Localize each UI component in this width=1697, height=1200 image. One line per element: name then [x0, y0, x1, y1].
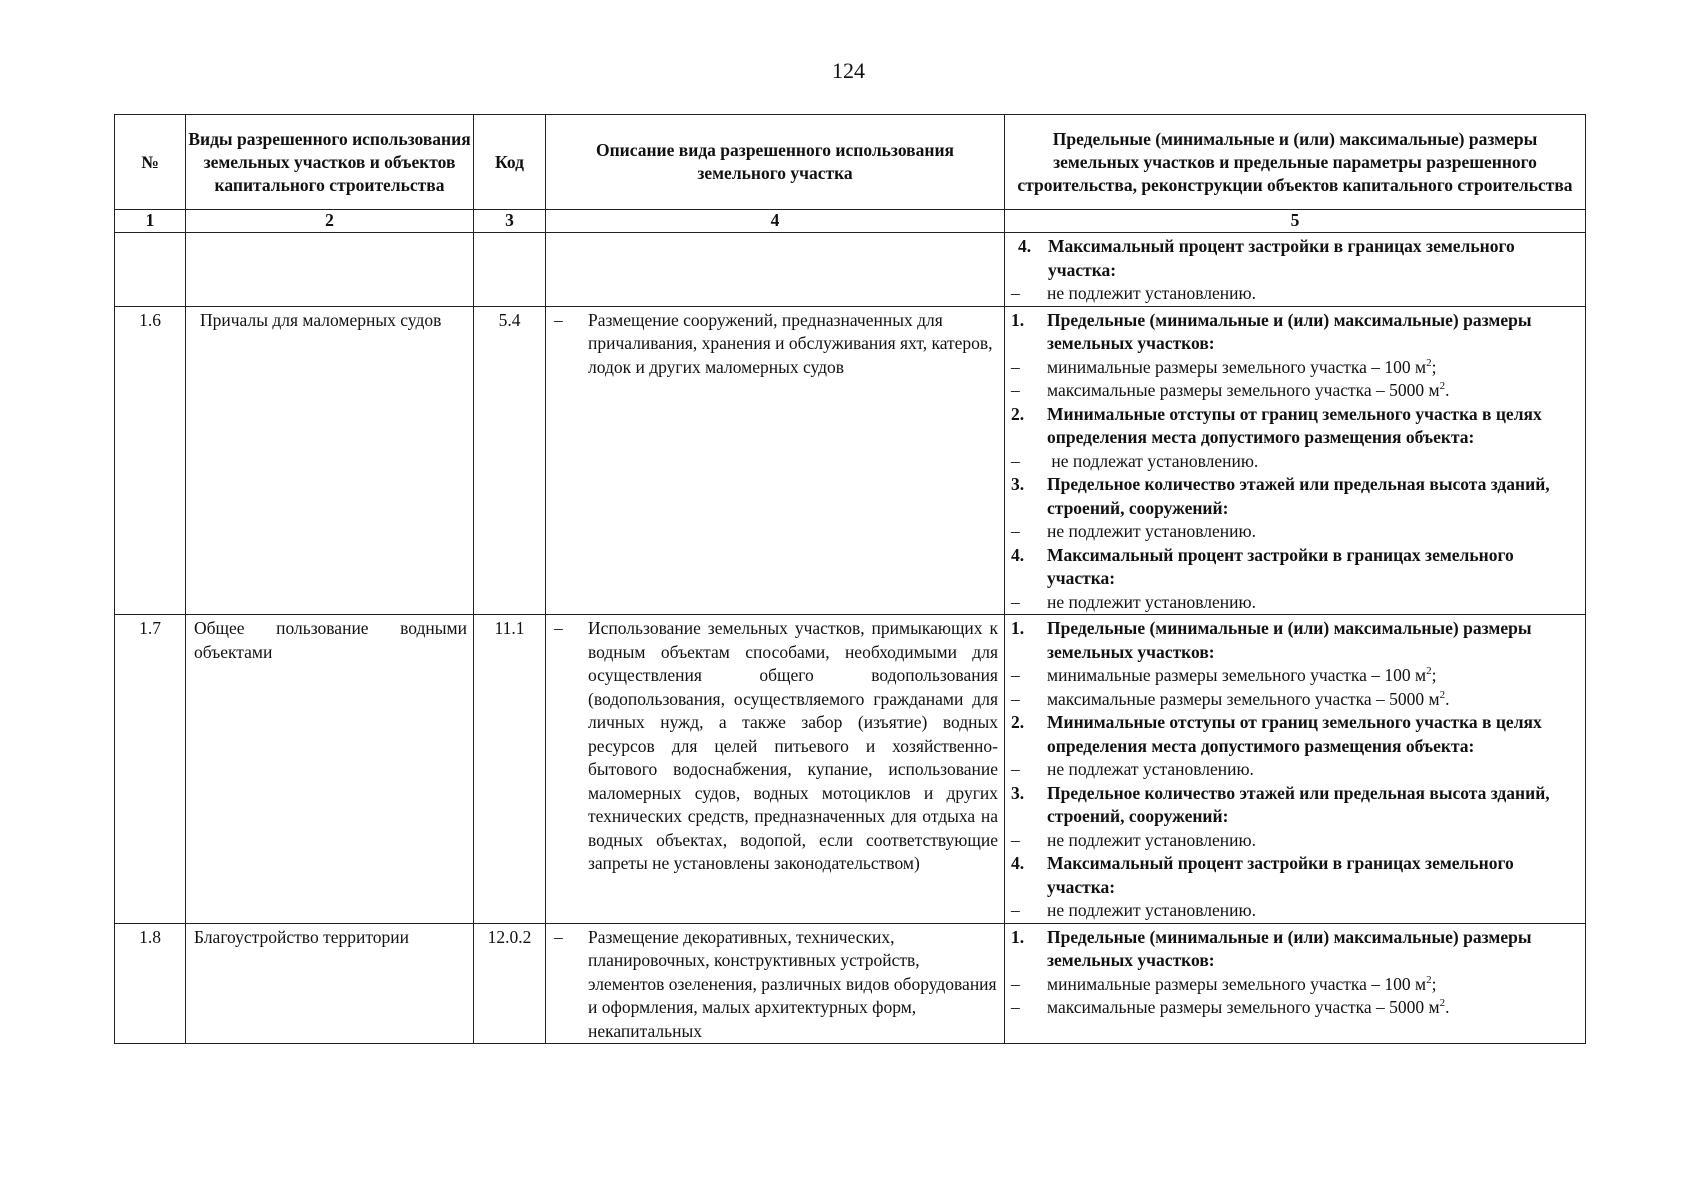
- header-row: [115, 115, 1586, 210]
- param-heading-4: 4. Максимальный процент застройки в границах земельного участка:: [1018, 236, 1515, 280]
- header-no: №: [115, 115, 186, 210]
- col-number-4: 4: [546, 210, 1005, 233]
- col-number-1: 1: [115, 210, 186, 233]
- param-value-4: – не подлежит установлению.: [1011, 283, 1256, 303]
- use-description: – Использование земельных участков, примыкающих к водным объектам способами, необходимыми для осуществления общего водопользования (водопользования, осуществляемого гражданами для личных нужд, а также забор (изъятие) водных ресурсов для целей питьевого и хозяйственно-бытового водоснабжения, купание, использование маломерных судов, водных мотоциклов и других технических средств, предназначенных для отдыха на водных объектах, водопой, если соответствующие запреты не установлены законодательством): [546, 615, 1005, 924]
- table-row: [115, 615, 1586, 924]
- use-params: 1. Предельные (минимальные и (или) максимальные) размеры земельных участков: – минимальные размеры земельного участка – 100 $м^2$; – максимальные размеры земельного участка – 5000 $м^2$.: [1005, 923, 1586, 1044]
- use-type: Благоустройство территории: [186, 923, 474, 1044]
- header-code: Код: [474, 115, 546, 210]
- header-params: Предельные (минимальные и (или) максимальные) размеры земельных участков и предельные параметры разрешенного строительства, реконструкции объектов капитального строительства: [1005, 115, 1586, 210]
- use-description: – Размещение сооружений, предназначенных для причаливания, хранения и обслуживания яхт, катеров, лодок и других маломерных судов: [546, 306, 1005, 615]
- page-number: 124: [832, 58, 865, 83]
- use-code: 12.0.2: [474, 923, 546, 1044]
- row-number: 1.8: [115, 923, 186, 1044]
- use-code: 11.1: [474, 615, 546, 924]
- row-number: 1.6: [115, 306, 186, 615]
- column-number-row: [115, 210, 1586, 233]
- row-number: 1.7: [115, 615, 186, 924]
- continuation-row: [115, 233, 1586, 307]
- header-type: Виды разрешенного использования земельных участков и объектов капитального строительства: [186, 115, 474, 210]
- use-type: Общее пользование водными объектами: [186, 615, 474, 924]
- land-use-table: [114, 114, 1586, 1044]
- table-row: [115, 306, 1586, 615]
- use-params: 1. Предельные (минимальные и (или) максимальные) размеры земельных участков: – минимальные размеры земельного участка – 100 $м^2$; – максимальные размеры земельного участка – 5000 $м^2$. 2. Минимальные отступы от границ земельного участка в целях определения места допустимого размещения объекта: – не подлежат установлению. 3. Предельное количество этажей или предельная высота зданий, строений, сооружений: – не подлежит установлению. 4. Максимальный процент застройки в границах земельного участка: – не подлежит установлению.: [1005, 306, 1586, 615]
- col-number-5: 5: [1005, 210, 1586, 233]
- col-number-2: 2: [186, 210, 474, 233]
- header-description: Описание вида разрешенного использования земельного участка: [546, 115, 1005, 210]
- table-row: [115, 923, 1586, 1044]
- use-description: – Размещение декоративных, технических, планировочных, конструктивных устройств, элементов озеленения, различных видов оборудования и оформления, малых архитектурных форм, некапитальных: [546, 923, 1005, 1044]
- use-code: 5.4: [474, 306, 546, 615]
- use-type: Причалы для маломерных судов: [186, 306, 474, 615]
- col-number-3: 3: [474, 210, 546, 233]
- use-params: 1. Предельные (минимальные и (или) максимальные) размеры земельных участков: – минимальные размеры земельного участка – 100 $м^2$; – максимальные размеры земельного участка – 5000 $м^2$. 2. Минимальные отступы от границ земельного участка в целях определения места допустимого размещения объекта: – не подлежат установлению. 3. Предельное количество этажей или предельная высота зданий, строений, сооружений: – не подлежит установлению. 4. Максимальный процент застройки в границах земельного участка: – не подлежит установлению.: [1005, 615, 1586, 924]
